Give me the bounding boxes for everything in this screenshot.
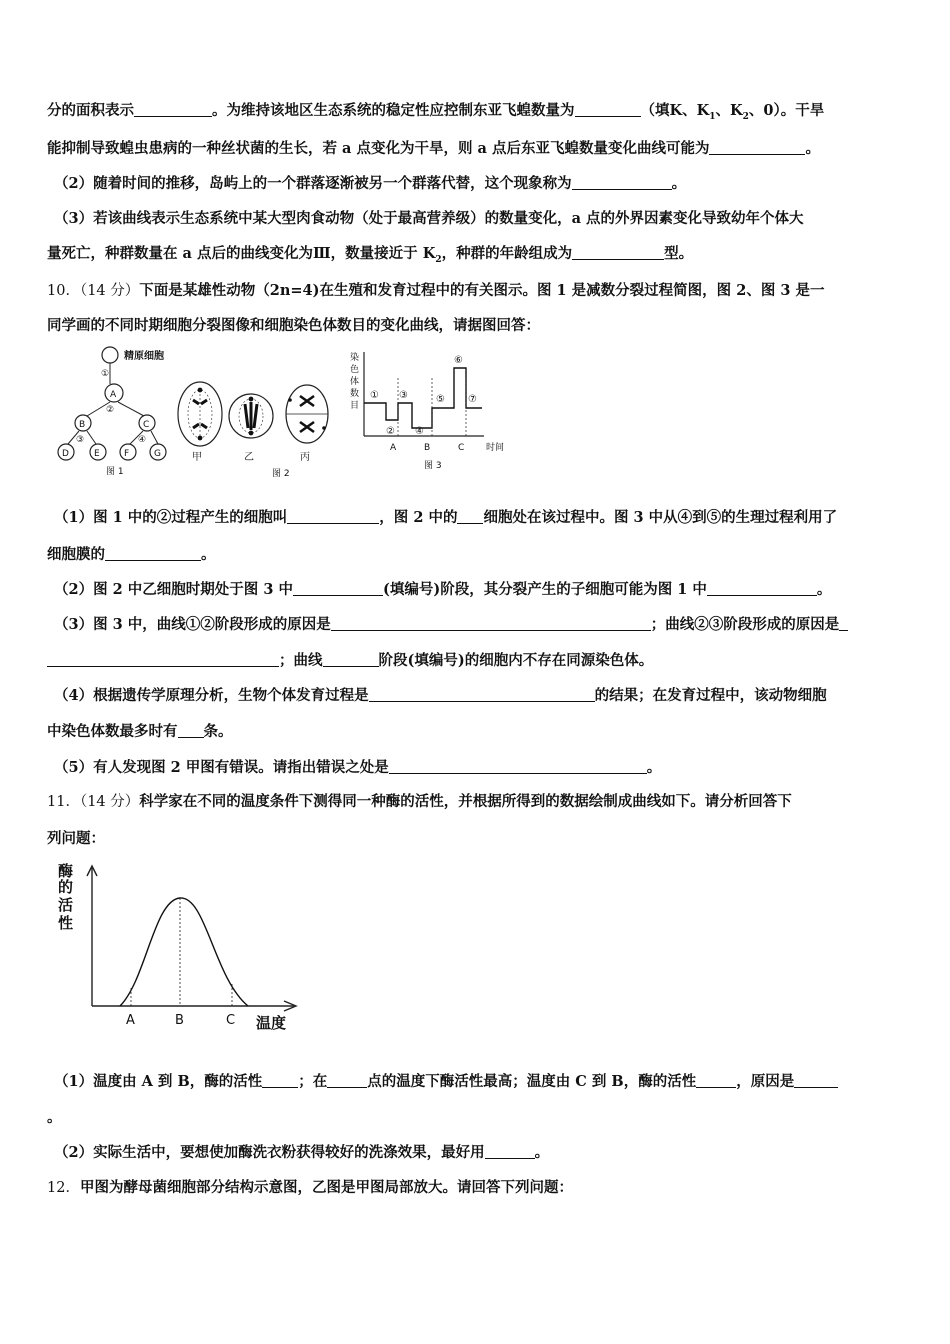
text: 点的温度下酶活性最高；温度由 C 到 B，酶的活性 (367, 1073, 697, 1090)
text: （填K、K (640, 102, 710, 119)
fig3-stage-4: ④ (415, 426, 424, 437)
fig3-ylabel-char: 染 (350, 353, 360, 363)
q10-intro1 (47, 281, 825, 301)
fig3-xtick-C: C (458, 443, 465, 453)
fig2-label-bing: 丙 (300, 452, 310, 463)
subscript: 2 (435, 254, 442, 265)
answer-blank[interactable] (485, 1144, 535, 1159)
fig2-caption: 图 2 (272, 469, 290, 479)
fig3-ylabel-char: 体 (350, 377, 360, 387)
answer-blank[interactable] (134, 102, 212, 117)
text: （5）有人发现图 2 甲图有错误。请指出错误之处是 (54, 759, 389, 776)
figure-2 (176, 378, 334, 482)
answer-blank[interactable] (369, 687, 595, 702)
q11-part2 (54, 1143, 549, 1163)
q11-part1-line1 (54, 1072, 838, 1092)
fig1-step-3: ③ (76, 435, 85, 445)
fig1-step-2: ② (106, 405, 115, 415)
text: ，种群的年龄组成为 (441, 245, 573, 262)
text: 。 (805, 140, 820, 157)
fig3-stage-2: ② (386, 426, 395, 437)
text: 。为维持该地区生态系统的稳定性应控制东亚飞蝗数量为 (212, 102, 575, 119)
q9-line2 (47, 139, 820, 159)
text: 。 (47, 1109, 62, 1126)
question-number: 11．（14 分） (47, 794, 140, 810)
text: 。 (646, 759, 662, 776)
answer-blank[interactable] (262, 1073, 298, 1088)
text: (填编号)阶段，其分裂产生的子细胞可能为图 1 中 (382, 581, 707, 598)
figure-3 (348, 348, 518, 474)
sperm-precursor-cell (102, 347, 118, 363)
text: 型。 (664, 245, 694, 262)
answer-blank[interactable] (839, 616, 848, 631)
q10-part1-line1 (54, 508, 837, 528)
q11-intro1 (47, 792, 792, 812)
fig1-node-E: E (94, 449, 100, 459)
fig1-step-4: ④ (138, 435, 147, 445)
fig1-node-A: A (110, 390, 117, 400)
fig3-stage-3: ③ (399, 390, 408, 401)
q10-part1-line2 (47, 545, 216, 565)
fig1-caption: 图 1 (106, 467, 124, 477)
text: （2）实际生活中，要想使加酶洗衣粉获得较好的洗涤效果，最好用 (54, 1144, 485, 1161)
answer-blank[interactable] (47, 652, 279, 667)
answer-blank[interactable] (696, 1073, 736, 1088)
answer-blank[interactable] (389, 759, 647, 774)
fig3-stage-7: ⑦ (468, 394, 477, 405)
answer-blank[interactable] (575, 102, 641, 117)
fig3-ylabel-char: 目 (350, 401, 360, 411)
text: 条。 (203, 723, 233, 740)
fig3-ylabel-char: 色 (350, 365, 360, 375)
y-axis-label-char: 的 (58, 878, 74, 896)
fig2-label-jia: 甲 (192, 452, 202, 463)
q10-part4-line2 (47, 722, 233, 742)
question-number: 12． (47, 1180, 80, 1196)
x-tick-A: A (126, 1013, 135, 1028)
fig3-stage-5: ⑤ (436, 394, 445, 405)
text: 列问题： (47, 830, 105, 847)
answer-blank[interactable] (293, 581, 383, 596)
answer-blank[interactable] (327, 1073, 367, 1088)
answer-blank[interactable] (457, 509, 483, 524)
text: ，原因是 (736, 1073, 795, 1090)
text: ；曲线②③阶段形成的原因是 (650, 616, 840, 633)
text: 量死亡，种群数量在 a 点后的曲线变化为Ⅲ，数量接近于 K (47, 245, 436, 262)
text: （2）随着时间的推移，岛屿上的一个群落逐渐被另一个群落代替，这个现象称为 (54, 175, 572, 192)
q12-intro (47, 1178, 573, 1198)
text: ，图 2 中的 (379, 509, 458, 526)
fig3-caption: 图 3 (424, 461, 442, 471)
fig3-xtick-A: A (390, 443, 397, 453)
q11-part1-line2 (47, 1108, 62, 1128)
text: ；在 (298, 1073, 328, 1090)
text: 同学画的不同时期细胞分裂图像和细胞染色体数目的变化曲线，请据图回答： (47, 317, 540, 334)
text: 。 (201, 546, 216, 563)
question-number: 10．（14 分） (47, 283, 140, 299)
answer-blank[interactable] (709, 140, 805, 155)
answer-blank[interactable] (105, 546, 201, 561)
fig3-curve (364, 368, 482, 428)
fig3-stage-1: ① (370, 390, 379, 401)
y-axis-label-char: 性 (58, 914, 74, 932)
q9-part3-line1 (54, 209, 804, 229)
text: （4）根据遗传学原理分析，生物个体发育过程是 (54, 687, 369, 704)
q9-part3-line2 (47, 244, 693, 270)
q9-line1 (47, 101, 824, 127)
q10-part3-line2 (47, 651, 653, 671)
text: 细胞膜的 (47, 546, 105, 563)
text: 能抑制导致蝗虫患病的一种丝状菌的生长，若 a 点变化为干旱，则 a 点后东亚飞蝗数量变化曲线可能为 (47, 140, 710, 157)
subscript: 2 (742, 111, 749, 122)
fig3-xlabel: 时间 (486, 443, 505, 453)
text: 、0）。干旱 (748, 102, 825, 119)
x-tick-C: C (226, 1013, 236, 1028)
text: 科学家在不同的温度条件下测得同一种酶的活性，并根据所得到的数据绘制成曲线如下。请分析回答下 (139, 793, 792, 810)
fig1-node-B: B (79, 420, 86, 430)
text: 阶段(填编号)的细胞内不存在同源染色体。 (378, 652, 654, 669)
x-tick-B: B (175, 1013, 184, 1028)
fig1-top-label: 精原细胞 (124, 351, 164, 362)
text: 细胞处在该过程中。图 3 中从④到⑤的生理过程利用了 (483, 509, 838, 526)
enzyme-activity-chart (56, 860, 306, 1035)
text: 、K (715, 102, 743, 119)
q10-part3-line1 (54, 615, 848, 635)
fig1-step-1: ① (101, 369, 110, 379)
fig3-stage-6: ⑥ (454, 355, 463, 366)
q10-part2 (54, 580, 831, 600)
answer-blank[interactable] (794, 1073, 838, 1088)
subscript: 1 (709, 111, 716, 122)
text: （3）图 3 中，曲线①②阶段形成的原因是 (54, 616, 331, 633)
text: 。 (816, 581, 832, 598)
q11-intro2 (47, 829, 105, 849)
y-axis-label-char: 酶 (58, 862, 74, 880)
fig2-label-yi: 乙 (244, 452, 254, 463)
text: 甲图为酵母菌细胞部分结构示意图，乙图是甲图局部放大。请回答下列问题： (79, 1179, 573, 1196)
q10-intro2 (47, 316, 540, 336)
answer-blank[interactable] (287, 509, 379, 524)
text: 。 (671, 175, 687, 192)
answer-blank[interactable] (331, 616, 651, 631)
text: （1）温度由 A 到 B，酶的活性 (54, 1073, 263, 1090)
fig1-node-D: D (62, 449, 69, 459)
q9-part2 (54, 174, 686, 194)
fig1-node-F: F (124, 449, 130, 459)
q10-part4-line1 (54, 686, 827, 706)
answer-blank[interactable] (323, 652, 379, 667)
fig3-ylabel-char: 数 (350, 389, 360, 399)
text: 的结果；在发育过程中，该动物细胞 (594, 687, 827, 704)
text: 下面是某雄性动物（2n=4)在生殖和发育过程中的有关图示。图 1 是减数分裂过程简图，图 2、图 3 是一 (139, 282, 825, 299)
answer-blank[interactable] (572, 175, 672, 190)
answer-blank[interactable] (178, 723, 204, 738)
text: 中染色体数最多时有 (47, 723, 178, 740)
y-axis-label-char: 活 (58, 896, 74, 914)
fig3-xtick-B: B (424, 443, 431, 453)
text: 分的面积表示 (47, 102, 134, 119)
answer-blank[interactable] (707, 581, 817, 596)
text: （3）若该曲线表示生态系统中某大型肉食动物（处于最高营养级）的数量变化，a 点的外界因素变化导致幼年个体大 (54, 210, 804, 227)
q10-part5 (54, 758, 661, 778)
answer-blank[interactable] (572, 245, 664, 260)
text: （2）图 2 中乙细胞时期处于图 3 中 (54, 581, 293, 598)
fig1-node-G: G (154, 449, 161, 459)
text: 。 (534, 1144, 550, 1161)
text: （1）图 1 中的②过程产生的细胞叫 (54, 509, 288, 526)
text: ；曲线 (279, 652, 323, 669)
activity-curve (120, 898, 248, 1006)
x-axis-label: 温度 (256, 1014, 287, 1032)
fig1-node-C: C (143, 420, 150, 430)
